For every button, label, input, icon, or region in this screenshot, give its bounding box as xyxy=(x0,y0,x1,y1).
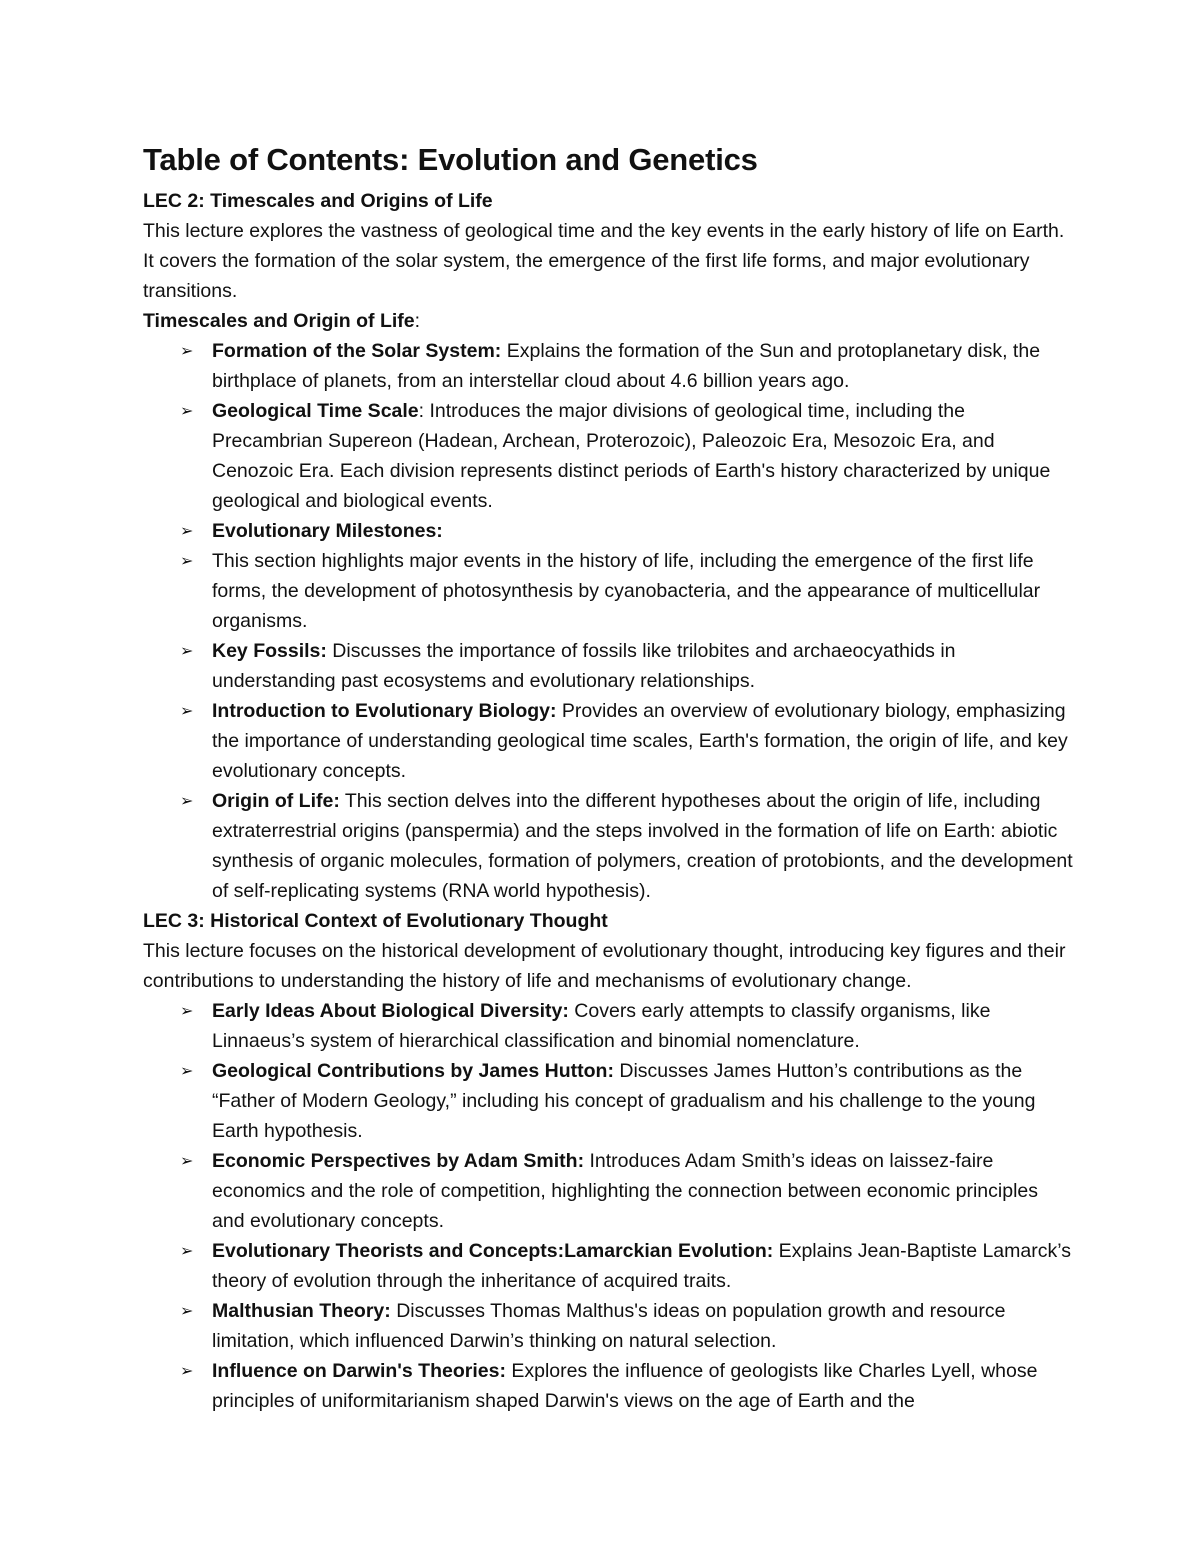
topic-term: Geological Time Scale xyxy=(212,400,419,422)
topic-term: Early Ideas About Biological Diversity: xyxy=(212,1000,569,1022)
topic-description: This section delves into the different hypotheses about the origin of life, including extraterrestrial origins (panspermia) and the steps involved in the formation of life on Earth: abiotic synthesis of organic molecules, formation of polymers, creation of protobionts, and the development of self-replicating systems (RNA world hypothesis). xyxy=(212,790,1073,902)
topic-item xyxy=(143,696,1073,786)
topic-item xyxy=(143,1146,1073,1236)
topic-term: Geological Contributions by James Hutton: xyxy=(212,1060,614,1082)
topic-item xyxy=(143,636,1073,696)
topic-description: Discusses Thomas Malthus's ideas on population growth and resource limitation, which influenced Darwin’s thinking on natural selection. xyxy=(212,1300,1006,1352)
arrow-bullet-icon: ➢ xyxy=(180,641,194,660)
arrow-bullet-icon: ➢ xyxy=(180,1301,194,1320)
topic-item xyxy=(143,546,1073,636)
topic-item xyxy=(143,1356,1073,1416)
topic-description: Discusses James Hutton’s contributions as the “Father of Modern Geology,” including his concept of gradualism and his challenge to the young Earth hypothesis. xyxy=(212,1060,1036,1142)
topic-description: Covers early attempts to classify organisms, like Linnaeus’s system of hierarchical classification and binomial nomenclature. xyxy=(212,1000,991,1052)
topic-term: Formation of the Solar System: xyxy=(212,340,502,362)
lecture-3-intro: This lecture focuses on the historical development of evolutionary thought, introducing key figures and their contributions to understanding the history of life and mechanisms of evolutionary change. xyxy=(143,940,1066,992)
topic-term: Key Fossils: xyxy=(212,640,327,662)
topic-item xyxy=(143,1296,1073,1356)
topic-term: Influence on Darwin's Theories: xyxy=(212,1360,506,1382)
arrow-bullet-icon: ➢ xyxy=(180,341,194,360)
lecture-3-heading: LEC 3: Historical Context of Evolutionary Thought xyxy=(143,910,608,932)
document-title: Table of Contents: Evolution and Genetics xyxy=(143,142,758,177)
arrow-bullet-icon: ➢ xyxy=(180,791,194,810)
subheading-text: Timescales and Origin of Life xyxy=(143,310,415,332)
document-page xyxy=(143,140,1073,1416)
subheading-colon: : xyxy=(414,310,421,332)
topic-description: This section highlights major events in the history of life, including the emergence of the first life forms, the development of photosynthesis by cyanobacteria, and the appearance of multicellular organisms. xyxy=(212,550,1041,632)
lecture-2-intro: This lecture explores the vastness of geological time and the key events in the early history of life on Earth. It covers the formation of the solar system, the emergence of the first life forms, and major evolutionary transitions. xyxy=(143,220,1065,302)
lecture-2-section xyxy=(143,186,1073,906)
topic-description: Explores the influence of geologists like Charles Lyell, whose principles of uniformitarianism shaped Darwin's views on the age of Earth and the xyxy=(212,1360,1038,1412)
topic-description: Explains the formation of the Sun and protoplanetary disk, the birthplace of planets, from an interstellar cloud about 4.6 billion years ago. xyxy=(212,340,1041,392)
arrow-bullet-icon: ➢ xyxy=(180,1061,194,1080)
topic-item xyxy=(143,516,1073,546)
arrow-bullet-icon: ➢ xyxy=(180,521,194,540)
topic-item xyxy=(143,1056,1073,1146)
arrow-bullet-icon: ➢ xyxy=(180,1241,194,1260)
arrow-bullet-icon: ➢ xyxy=(180,401,194,420)
arrow-bullet-icon: ➢ xyxy=(180,1151,194,1170)
arrow-bullet-icon: ➢ xyxy=(180,551,194,570)
lecture-2-heading: LEC 2: Timescales and Origins of Life xyxy=(143,190,493,212)
topic-description: Explains Jean-Baptiste Lamarck’s theory of evolution through the inheritance of acquired traits. xyxy=(212,1240,1071,1292)
lecture-3-section xyxy=(143,906,1073,1416)
topic-term: Evolutionary Milestones: xyxy=(212,520,443,542)
topic-term: Economic Perspectives by Adam Smith: xyxy=(212,1150,585,1172)
topic-item xyxy=(143,786,1073,906)
lecture-2-topic-list xyxy=(143,336,1073,906)
topic-description: Provides an overview of evolutionary biology, emphasizing the importance of understanding geological time scales, Earth's formation, the origin of life, and key evolutionary concepts. xyxy=(212,700,1068,782)
topic-term: Origin of Life: xyxy=(212,790,340,812)
lecture-2-subheading xyxy=(143,306,1073,336)
arrow-bullet-icon: ➢ xyxy=(180,1001,194,1020)
topic-term: Evolutionary Theorists and Concepts:Lamarckian Evolution: xyxy=(212,1240,774,1262)
topic-item xyxy=(143,1236,1073,1296)
topic-term: Introduction to Evolutionary Biology: xyxy=(212,700,557,722)
topic-description: Introduces Adam Smith’s ideas on laissez-faire economics and the role of competition, highlighting the connection between economic principles and evolutionary concepts. xyxy=(212,1150,1038,1232)
topic-term: Malthusian Theory: xyxy=(212,1300,391,1322)
arrow-bullet-icon: ➢ xyxy=(180,701,194,720)
topic-description: Discusses the importance of fossils like trilobites and archaeocyathids in understanding past ecosystems and evolutionary relationships. xyxy=(212,640,956,692)
lecture-3-topic-list xyxy=(143,996,1073,1416)
topic-item xyxy=(143,396,1073,516)
topic-item xyxy=(143,996,1073,1056)
topic-description: : Introduces the major divisions of geological time, including the Precambrian Supereon (Hadean, Archean, Proterozoic), Paleozoic Era, Mesozoic Era, and Cenozoic Era. Each division represents distinct periods of Earth's history characterized by unique geological and biological events. xyxy=(212,400,1051,512)
topic-item xyxy=(143,336,1073,396)
arrow-bullet-icon: ➢ xyxy=(180,1361,194,1380)
